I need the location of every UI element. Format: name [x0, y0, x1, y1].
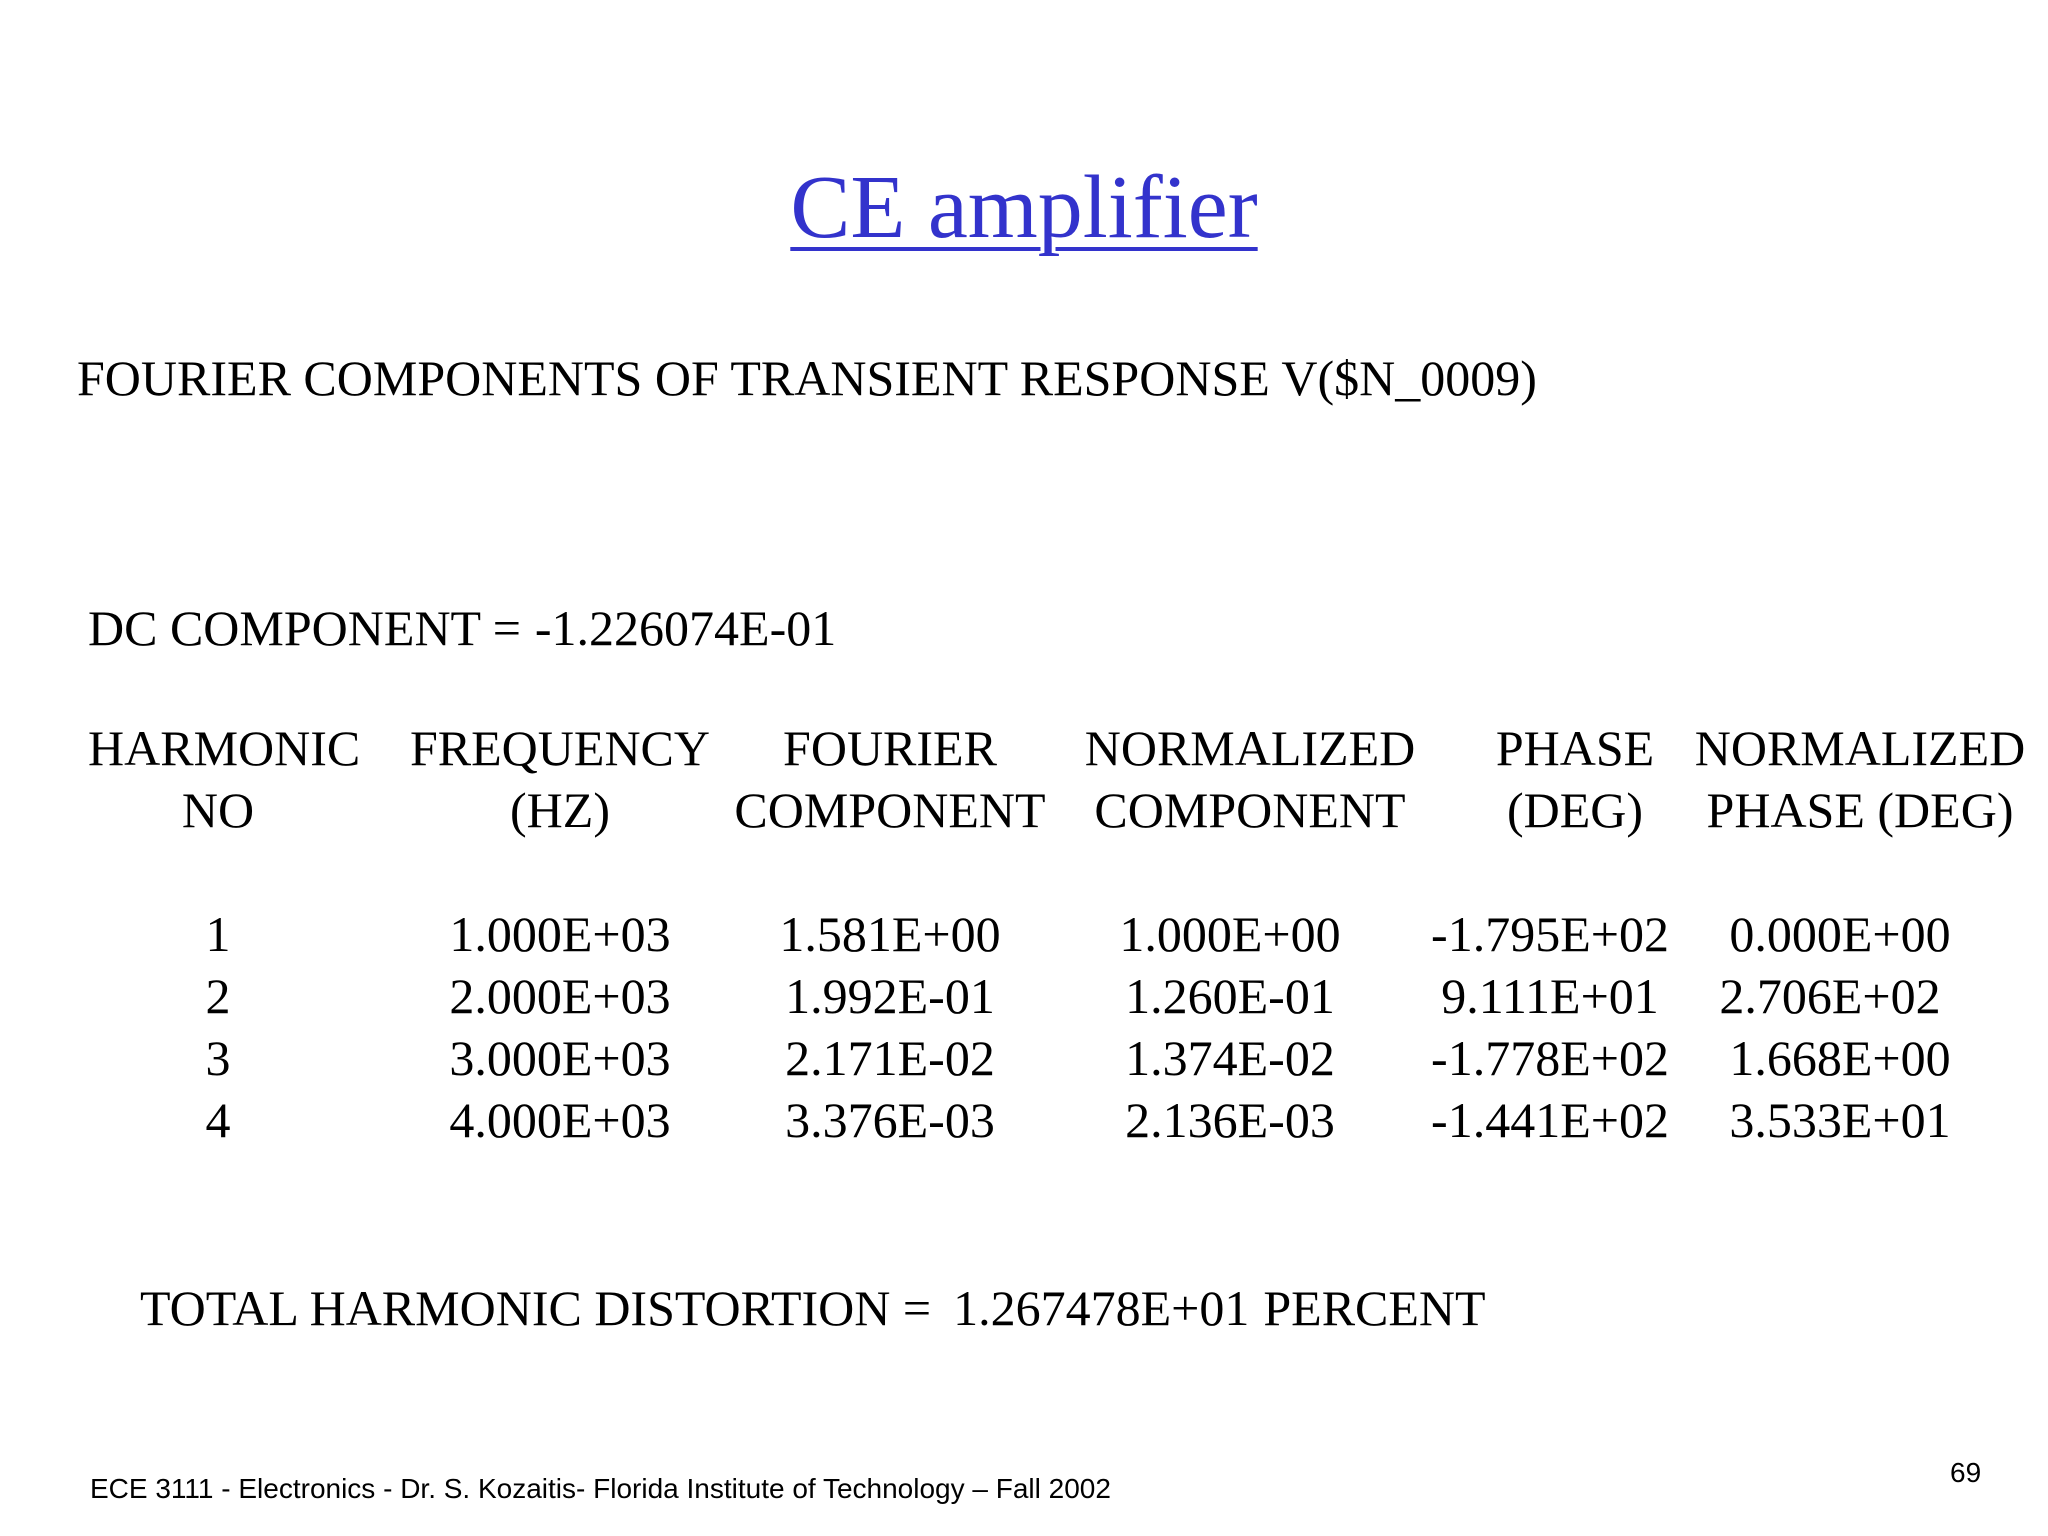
header-normalized-line2: COMPONENT	[1094, 782, 1406, 838]
row2-harmonic: 2	[205, 968, 231, 1024]
row2-fourier-component: 1.992E-01	[785, 968, 995, 1024]
thd-value: 1.267478E+01	[953, 1280, 1250, 1336]
row4-phase: -1.441E+02	[1431, 1092, 1669, 1148]
row2-frequency: 2.000E+03	[449, 968, 671, 1024]
row4-fourier-component: 3.376E-03	[785, 1092, 995, 1148]
subtitle: FOURIER COMPONENTS OF TRANSIENT RESPONSE V($N_0009)	[77, 350, 1537, 406]
dc-component-line	[88, 598, 836, 658]
row2-normalized-component: 1.260E-01	[1125, 968, 1335, 1024]
row3-normalized-component: 1.374E-02	[1125, 1030, 1335, 1086]
page-number: 69	[1950, 1457, 1982, 1488]
row3-fourier-component: 2.171E-02	[785, 1030, 995, 1086]
header-phase-line2: (DEG)	[1506, 782, 1644, 838]
header-harmonic-line1: HARMONIC	[88, 720, 361, 776]
row3-frequency: 3.000E+03	[449, 1030, 671, 1086]
header-normalized-line1: NORMALIZED	[1084, 720, 1416, 776]
row3-harmonic: 3	[205, 1030, 231, 1086]
row3-normalized-phase: 1.668E+00	[1729, 1030, 1951, 1086]
thd-unit: PERCENT	[1263, 1280, 1486, 1336]
header-fourier-line2: COMPONENT	[734, 782, 1046, 838]
footer: ECE 3111 - Electronics - Dr. S. Kozaitis- Florida Institute of Technology – Fall 2002	[90, 1473, 1111, 1504]
header-fourier-line1: FOURIER	[783, 720, 997, 776]
header-harmonic-line2: NO	[181, 782, 255, 838]
row1-normalized-phase: 0.000E+00	[1729, 906, 1951, 962]
header-normalized-phase-line1: NORMALIZED	[1694, 720, 2026, 776]
row1-fourier-component: 1.581E+00	[779, 906, 1001, 962]
row2-phase: 9.111E+01	[1441, 968, 1659, 1024]
row1-phase: -1.795E+02	[1431, 906, 1669, 962]
row4-harmonic: 4	[205, 1092, 231, 1148]
row4-normalized-component: 2.136E-03	[1125, 1092, 1335, 1148]
row1-normalized-component: 1.000E+00	[1119, 906, 1341, 962]
dc-component-label: DC COMPONENT =	[88, 600, 521, 656]
slide-title: CE amplifier	[790, 158, 1258, 257]
row1-frequency: 1.000E+03	[449, 906, 671, 962]
row1-harmonic: 1	[205, 906, 231, 962]
row2-normalized-phase: 2.706E+02	[1719, 968, 1941, 1024]
row4-normalized-phase: 3.533E+01	[1729, 1092, 1951, 1148]
row3-phase: -1.778E+02	[1431, 1030, 1669, 1086]
header-frequency-line2: (HZ)	[510, 782, 610, 838]
row4-frequency: 4.000E+03	[449, 1092, 671, 1148]
header-phase-line1: PHASE	[1495, 720, 1655, 776]
header-frequency-line1: FREQUENCY	[409, 720, 711, 776]
thd-line	[140, 1278, 1486, 1338]
thd-label: TOTAL HARMONIC DISTORTION =	[140, 1280, 932, 1336]
dc-component-value: -1.226074E-01	[534, 600, 837, 656]
header-normalized-phase-line2: PHASE (DEG)	[1706, 782, 2014, 838]
